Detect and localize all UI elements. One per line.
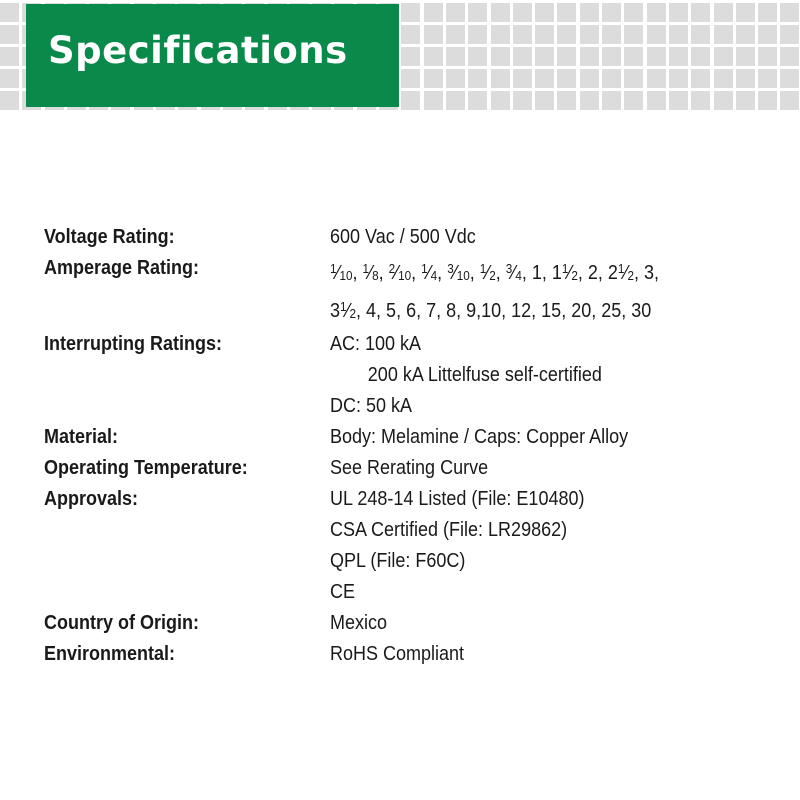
spec-label: Material: [44, 426, 119, 448]
spec-row-material [44, 422, 784, 453]
header-tile [758, 47, 777, 66]
header-tile [736, 3, 755, 22]
header-tile [401, 91, 420, 110]
header-tile [557, 25, 576, 44]
header-tile [758, 3, 777, 22]
spec-value: AC: 100 kA [330, 333, 422, 355]
header-tile [535, 69, 554, 88]
header-tile [491, 25, 510, 44]
spec-value: 200 kA Littelfuse self-certified [367, 364, 602, 386]
header-tile [647, 91, 666, 110]
spec-value: See Rerating Curve [330, 457, 489, 479]
header-tile [580, 3, 599, 22]
header-tile [780, 91, 799, 110]
header-tile [424, 69, 443, 88]
spec-label: Environmental: [44, 643, 176, 665]
header-tile [401, 3, 420, 22]
header-tile [513, 25, 532, 44]
header-tile [491, 91, 510, 110]
header-tile [446, 69, 465, 88]
header-tile [691, 91, 710, 110]
spec-value: QPL (File: F60C) [330, 550, 466, 572]
header-tile [624, 3, 643, 22]
spec-row-interrupting [44, 329, 784, 422]
header-tile [513, 91, 532, 110]
header-tile [424, 25, 443, 44]
header-tile [446, 3, 465, 22]
header-tile [714, 69, 733, 88]
header-tile [446, 25, 465, 44]
header-tile [468, 47, 487, 66]
header-tile [714, 3, 733, 22]
header-tile [513, 69, 532, 88]
header-tile [758, 25, 777, 44]
spec-value: $^1⁄_{10}$, $^1⁄_8$, $^2⁄_{10}$, $^1⁄_4$, $^3⁄_{10}$, $^1⁄_2$, $^3⁄_4$, 1, $1^1⁄_2$, 2, $2^1⁄_2$, 3, [330, 261, 659, 284]
spec-value: Body: Melamine / Caps: Copper Alloy [330, 426, 629, 448]
spec-label: Approvals: [44, 488, 139, 510]
header-tile [424, 91, 443, 110]
spec-value: CE [330, 581, 356, 603]
header-tile [557, 47, 576, 66]
header-tile [602, 91, 621, 110]
spec-row-origin [44, 608, 784, 639]
header-tile [624, 91, 643, 110]
title-banner [26, 4, 399, 107]
header-tile [424, 47, 443, 66]
header-tile [714, 47, 733, 66]
header-tile [580, 25, 599, 44]
header-tile [780, 3, 799, 22]
header-tile [647, 3, 666, 22]
header-tile [468, 25, 487, 44]
header-tile [468, 69, 487, 88]
spec-row-environmental [44, 639, 784, 670]
header-tile [691, 47, 710, 66]
header-tile [535, 3, 554, 22]
header-tile [669, 91, 688, 110]
spec-value: $3^1⁄_2$, 4, 5, 6, 7, 8, 9,10, 12, 15, 20, 25, 30 [330, 299, 652, 322]
spec-value: DC: 50 kA [330, 395, 413, 417]
header-tile [401, 47, 420, 66]
header-tile [758, 69, 777, 88]
header-tile [624, 25, 643, 44]
header-tile [0, 69, 19, 88]
header-tile [535, 47, 554, 66]
header-tile [513, 47, 532, 66]
header-tile [736, 25, 755, 44]
header-tile [446, 47, 465, 66]
spec-label: Country of Origin: [44, 612, 199, 634]
header-tile [491, 3, 510, 22]
header-tile [624, 47, 643, 66]
spec-row-voltage [44, 222, 784, 253]
spec-table [44, 222, 784, 670]
spec-row-temperature [44, 453, 784, 484]
header-tile [669, 69, 688, 88]
header-tile [401, 69, 420, 88]
header-tile [669, 47, 688, 66]
header-tile [780, 47, 799, 66]
spec-value: UL 248-14 Listed (File: E10480) [330, 488, 585, 510]
header-tile [780, 69, 799, 88]
header-tile [647, 69, 666, 88]
header-tile [557, 91, 576, 110]
header-tile [491, 47, 510, 66]
header-tile [491, 69, 510, 88]
header-tile [669, 3, 688, 22]
header-tile [602, 3, 621, 22]
spec-label: Interrupting Ratings: [44, 333, 222, 355]
header-tile [602, 47, 621, 66]
spec-row-approvals [44, 484, 784, 608]
header-tile [424, 3, 443, 22]
header-tile [669, 25, 688, 44]
header-tile [0, 25, 19, 44]
header-tile [468, 3, 487, 22]
header-tile [557, 3, 576, 22]
header-tile [446, 91, 465, 110]
header-tile [580, 69, 599, 88]
header-tile [580, 91, 599, 110]
header-tile [602, 25, 621, 44]
header-tile [780, 25, 799, 44]
spec-value: 600 Vac / 500 Vdc [330, 226, 476, 248]
header-tile [0, 3, 19, 22]
header-tile [758, 91, 777, 110]
header-tile [513, 3, 532, 22]
spec-label: Voltage Rating: [44, 226, 175, 248]
spec-value: CSA Certified (File: LR29862) [330, 519, 568, 541]
header-tile [0, 91, 19, 110]
header-tile [736, 47, 755, 66]
header-tile [557, 69, 576, 88]
page-title: Specifications [48, 29, 348, 72]
header-tile [468, 91, 487, 110]
header-tile [714, 25, 733, 44]
header-tile [401, 25, 420, 44]
header-tile [0, 47, 19, 66]
header-tile [714, 91, 733, 110]
header-tile [535, 91, 554, 110]
spec-label: Amperage Rating: [44, 257, 200, 279]
header-tile [691, 25, 710, 44]
spec-value: RoHS Compliant [330, 643, 465, 665]
header-tile [580, 47, 599, 66]
header-tile [736, 69, 755, 88]
header-tile [602, 69, 621, 88]
spec-row-amperage [44, 253, 784, 329]
header-tile [736, 91, 755, 110]
header-tile [691, 69, 710, 88]
spec-value: Mexico [330, 612, 388, 634]
header-tile [647, 47, 666, 66]
header-tile [691, 3, 710, 22]
header-tile [535, 25, 554, 44]
header-tile [647, 25, 666, 44]
spec-label: Operating Temperature: [44, 457, 248, 479]
header-tile [624, 69, 643, 88]
